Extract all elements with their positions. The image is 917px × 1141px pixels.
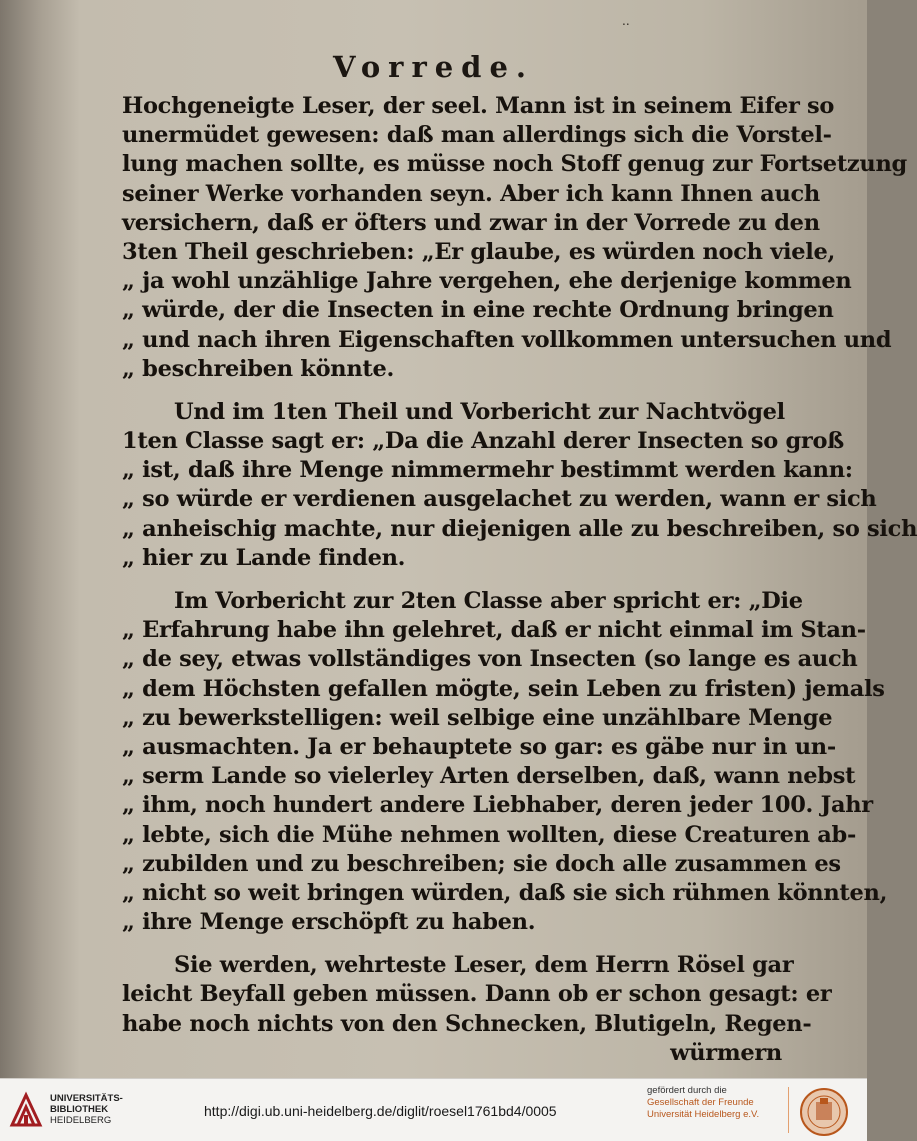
library-name: UNIVERSITÄTS- BIBLIOTHEK HEIDELBERG [50,1093,123,1126]
text-line: unermüdet gewesen: daß man allerdings sich die Vorstel- [122,122,832,149]
paragraph-gap [122,384,782,398]
text-line: Sie werden, wehrteste Leser, dem Herrn Rösel gar [174,952,794,979]
text-line: „ beschreiben könnte. [122,355,395,382]
text-line: habe noch nichts von den Schnecken, Blutigeln, Regen- [122,1010,812,1037]
text-line: „ ja wohl unzählige Jahre vergehen, ehe derjenige kommen [122,268,852,295]
university-seal-icon [797,1087,851,1137]
text-line: Und im 1ten Theil und Vorbericht zur Nachtvögel [174,398,785,425]
page-heading: Vorrede. [332,50,534,84]
text-line: „ de sey, etwas vollständiges von Insecten (so lange es auch [122,646,858,673]
text-line: „ würde, der die Insecten in eine rechte Ordnung bringen [122,297,834,324]
footer-bar [0,1078,867,1141]
university-library-logo-icon [8,1091,44,1129]
source-url-link[interactable]: http://digi.ub.uni-heidelberg.de/diglit/roesel1761bd4/0005 [204,1103,557,1119]
text-line: Im Vorbericht zur 2ten Classe aber spricht er: „Die [174,588,803,614]
paragraph-gap [122,937,782,951]
text-line: „ hier zu Lande finden. [122,544,406,571]
paragraph-gap [122,573,782,587]
text-line: „ serm Lande so vielerley Arten derselben, daß, wann nebst [122,763,856,790]
text-line: Hochgeneigte Leser, der seel. Mann ist in seinem Eifer so [122,93,835,119]
sponsor-credit: gefördert durch die Gesellschaft der Freunde Universität Heidelberg e.V. [647,1085,760,1120]
text-line: „ zu bewerkstelligen: weil selbige eine unzählbare Menge [122,704,833,731]
text-line: 1ten Classe sagt er: „Da die Anzahl derer Insecten so groß [122,428,844,455]
text-line: „ nicht so weit bringen würden, daß sie sich rühmen könnten, [122,879,888,906]
text-line: 3ten Theil geschrieben: „Er glaube, es würden noch viele, [122,238,836,265]
text-line: „ ausmachten. Ja er behauptete so gar: es gäbe nur in un- [122,733,836,760]
sponsor-divider [788,1087,789,1133]
text-line: versichern, daß er öfters und zwar in der Vorrede zu den [122,209,820,236]
text-line: „ so würde er verdienen ausgelachet zu werden, wann er sich [122,486,877,513]
text-line: seiner Werke vorhanden seyn. Aber ich kann Ihnen auch [122,180,820,207]
text-line: „ und nach ihren Eigenschaften vollkommen untersuchen und [122,326,892,353]
text-line: „ Erfahrung habe ihn gelehret, daß er nicht einmal im Stan- [122,617,866,644]
text-line: „ anheischig machte, nur diejenigen alle zu beschreiben, so sich [122,515,917,542]
text-line: „ lebte, sich die Mühe nehmen wollten, diese Creaturen ab- [122,821,857,848]
page-mark: .. [622,14,630,28]
text-line: „ ihre Menge erschöpft zu haben. [122,909,536,936]
text-line: würmern [670,1039,782,1066]
body-text [122,92,917,1068]
text-line: lung machen sollte, es müsse noch Stoff genug zur Fortsetzung [122,151,907,178]
text-line: „ zubilden und zu beschreiben; sie doch alle zusammen es [122,850,841,877]
text-line: „ ist, daß ihre Menge nimmermehr bestimmt werden kann: [122,457,853,484]
text-line: „ dem Höchsten gefallen mögte, sein Leben zu fristen) jemals [122,675,885,702]
text-line: leicht Beyfall geben müssen. Dann ob er schon gesagt: er [122,981,832,1008]
text-line: „ ihm, noch hundert andere Liebhaber, deren jeder 100. Jahr [122,792,873,819]
